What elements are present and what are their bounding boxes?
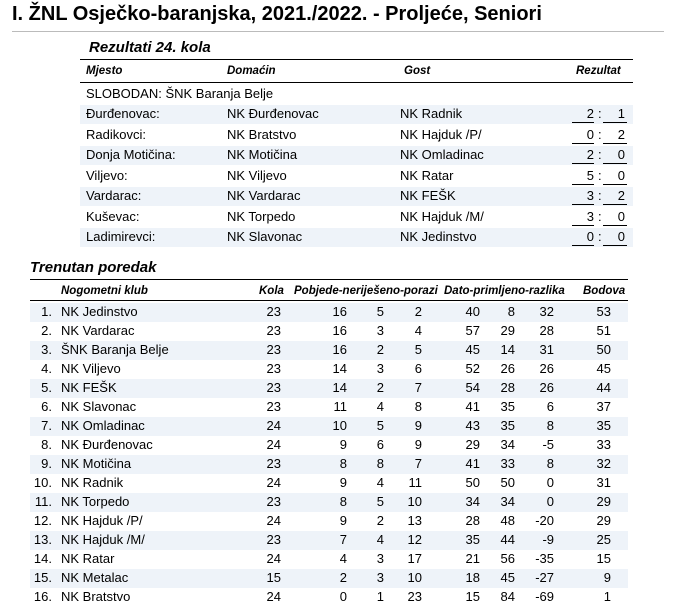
standing-points: 15 (596, 551, 611, 566)
standing-points: 45 (596, 361, 611, 376)
standing-draws: 5 (376, 304, 384, 319)
result-away-goals-underline (603, 122, 627, 123)
result-home-goals-underline (572, 163, 594, 164)
standing-losses: 13 (407, 513, 422, 528)
standing-goals-for: 43 (465, 418, 480, 433)
standing-club: NK Hajduk /M/ (61, 532, 145, 547)
standing-wins: 4 (339, 551, 347, 566)
standing-goal-diff: 26 (539, 380, 554, 395)
standing-draws: 3 (376, 551, 384, 566)
standing-club: NK Jedinstvo (61, 304, 138, 319)
result-home-team: NK Slavonac (227, 229, 303, 244)
standing-goals-against: 14 (500, 342, 515, 357)
standing-losses: 7 (414, 456, 422, 471)
standing-draws: 3 (376, 361, 384, 376)
results-col-place: Mjesto (86, 65, 123, 77)
result-away-team: NK Hajduk /P/ (400, 127, 482, 142)
standing-club: NK Torpedo (61, 494, 130, 509)
result-place: Viljevo: (86, 168, 128, 183)
standing-goals-for: 29 (465, 437, 480, 452)
result-place: Đurđenovac: (86, 106, 160, 121)
standing-points: 50 (596, 342, 611, 357)
standing-points: 53 (596, 304, 611, 319)
standing-goal-diff: -20 (535, 513, 554, 528)
standing-played: 24 (266, 418, 281, 433)
standing-draws: 2 (376, 342, 384, 357)
results-top-rule (80, 59, 633, 60)
standing-position: 9. (41, 456, 52, 471)
result-away-goals-underline (603, 143, 627, 144)
standing-points: 32 (596, 456, 611, 471)
standing-played: 24 (266, 513, 281, 528)
standing-draws: 3 (376, 323, 384, 338)
standing-goals-against: 26 (500, 361, 515, 376)
standing-goals-for: 41 (465, 399, 480, 414)
result-row-band (80, 228, 633, 247)
standing-draws: 4 (376, 532, 384, 547)
standing-position: 4. (41, 361, 52, 376)
standing-played: 23 (266, 456, 281, 471)
standing-points: 51 (596, 323, 611, 338)
result-away-goals: 0 (617, 229, 625, 244)
standing-points: 31 (596, 475, 611, 490)
standing-draws: 6 (376, 437, 384, 452)
standing-goal-diff: 8 (546, 418, 554, 433)
standing-club: NK Viljevo (61, 361, 121, 376)
standing-goals-for: 21 (465, 551, 480, 566)
standing-wins: 9 (339, 513, 347, 528)
result-home-goals-underline (572, 184, 594, 185)
result-away-team: NK Omladinac (400, 147, 484, 162)
standing-points: 37 (596, 399, 611, 414)
standing-draws: 1 (376, 589, 384, 604)
standings-header-rule (30, 300, 628, 301)
standing-goals-against: 35 (500, 418, 515, 433)
standing-position: 16. (33, 589, 52, 604)
standing-losses: 10 (407, 570, 422, 585)
result-home-team: NK Bratstvo (227, 127, 297, 142)
standing-club: NK Slavonac (61, 399, 137, 414)
result-away-team: NK Ratar (400, 168, 454, 183)
standing-wins: 0 (339, 589, 347, 604)
result-home-goals: 2 (586, 147, 594, 162)
result-away-goals: 2 (617, 127, 625, 142)
result-away-team: NK Jedinstvo (400, 229, 477, 244)
standing-losses: 4 (414, 323, 422, 338)
page-title: I. ŽNL Osječko-baranjska, 2021./2022. - Proljeće, Seniori (12, 3, 542, 25)
standing-losses: 2 (414, 304, 422, 319)
standing-points: 1 (603, 589, 611, 604)
standing-losses: 17 (407, 551, 422, 566)
result-away-goals: 2 (617, 188, 625, 203)
standing-losses: 9 (414, 418, 422, 433)
standing-goals-for: 45 (465, 342, 480, 357)
standing-goals-against: 33 (500, 456, 515, 471)
result-place: Radikovci: (86, 127, 146, 142)
standing-wins: 14 (332, 380, 347, 395)
standings-heading: Trenutan poredak (30, 259, 157, 276)
result-away-goals-underline (603, 225, 627, 226)
title-divider (12, 31, 664, 32)
standing-played: 23 (266, 494, 281, 509)
standing-position: 10. (33, 475, 52, 490)
result-score-separator: : (598, 106, 602, 121)
standing-draws: 5 (376, 494, 384, 509)
standing-draws: 2 (376, 513, 384, 528)
result-score-separator: : (598, 168, 602, 183)
standings-col-points: Bodova (583, 285, 626, 297)
standing-goal-diff: -9 (542, 532, 554, 547)
standing-draws: 5 (376, 418, 384, 433)
result-place: Kuševac: (86, 209, 140, 224)
result-away-goals: 0 (617, 209, 625, 224)
results-col-home: Domaćin (227, 65, 276, 77)
result-place: Donja Motičina: (86, 147, 176, 162)
standing-goals-against: 56 (500, 551, 515, 566)
result-away-goals-underline (603, 184, 627, 185)
standing-position: 7. (41, 418, 52, 433)
results-heading: Rezultati 24. kola (89, 39, 211, 56)
standing-played: 23 (266, 532, 281, 547)
standing-points: 35 (596, 418, 611, 433)
free-team-note: SLOBODAN: ŠNK Baranja Belje (86, 86, 274, 101)
standing-goals-for: 15 (465, 589, 480, 604)
standing-played: 23 (266, 323, 281, 338)
standing-losses: 23 (407, 589, 422, 604)
result-home-team: NK Torpedo (227, 209, 296, 224)
standing-wins: 11 (333, 399, 347, 414)
standing-club: NK Ratar (61, 551, 115, 566)
standing-position: 2. (41, 323, 52, 338)
standing-position: 6. (41, 399, 52, 414)
result-home-goals-underline (572, 225, 594, 226)
standing-played: 24 (266, 437, 281, 452)
standing-draws: 2 (376, 380, 384, 395)
standings-top-rule (30, 279, 628, 280)
standing-wins: 8 (339, 456, 347, 471)
standing-played: 23 (266, 304, 281, 319)
standing-goals-against: 34 (500, 494, 515, 509)
standing-goals-against: 84 (500, 589, 515, 604)
result-place: Vardarac: (86, 188, 142, 203)
standing-played: 23 (266, 342, 281, 357)
standings-col-club: Nogometni klub (61, 285, 148, 297)
result-home-goals: 0 (586, 229, 594, 244)
standing-position: 11. (34, 494, 52, 509)
result-home-team: NK Đurđenovac (227, 106, 319, 121)
standing-losses: 10 (407, 494, 422, 509)
standing-losses: 8 (414, 399, 422, 414)
standing-played: 24 (266, 551, 281, 566)
standing-position: 8. (41, 437, 52, 452)
standing-goals-against: 45 (500, 570, 515, 585)
standing-club: NK FEŠK (61, 380, 117, 395)
result-away-team: NK Radnik (400, 106, 463, 121)
standing-losses: 12 (407, 532, 422, 547)
standing-goal-diff: -69 (535, 589, 554, 604)
result-home-goals: 3 (586, 209, 594, 224)
standing-position: 1. (41, 304, 52, 319)
standing-goals-for: 50 (465, 475, 480, 490)
results-col-away: Gost (404, 65, 431, 77)
standing-wins: 16 (332, 342, 347, 357)
standing-losses: 7 (414, 380, 422, 395)
standing-club: NK Omladinac (61, 418, 145, 433)
result-home-goals: 3 (586, 188, 594, 203)
standing-goals-against: 29 (500, 323, 515, 338)
standings-col-wdl: Pobjede-neriješeno-porazi (294, 285, 438, 297)
standing-goals-for: 18 (465, 570, 480, 585)
results-col-score: Rezultat (576, 65, 621, 77)
standing-goal-diff: 6 (546, 399, 554, 414)
standing-club: NK Motičina (61, 456, 132, 471)
standing-goals-for: 35 (465, 532, 480, 547)
standing-goals-for: 40 (465, 304, 480, 319)
standing-losses: 11 (408, 475, 422, 490)
standing-wins: 16 (332, 304, 347, 319)
standing-points: 29 (596, 513, 611, 528)
standing-club: NK Đurđenovac (61, 437, 153, 452)
standing-draws: 4 (376, 399, 384, 414)
result-away-goals-underline (603, 245, 627, 246)
standing-goals-for: 57 (465, 323, 480, 338)
standing-losses: 9 (414, 437, 422, 452)
result-away-team: NK Hajduk /M/ (400, 209, 484, 224)
standing-goals-against: 28 (500, 380, 515, 395)
result-score-separator: : (598, 127, 602, 142)
result-home-goals: 2 (586, 106, 594, 121)
standings-col-played: Kola (259, 285, 284, 297)
standing-goal-diff: 8 (546, 456, 554, 471)
standing-losses: 6 (414, 361, 422, 376)
standing-points: 25 (596, 532, 611, 547)
result-away-goals: 0 (617, 168, 625, 183)
standing-points: 29 (596, 494, 611, 509)
standing-goal-diff: 28 (539, 323, 554, 338)
standing-club: NK Vardarac (61, 323, 135, 338)
standing-wins: 8 (339, 494, 347, 509)
standing-goal-diff: -35 (535, 551, 554, 566)
standing-points: 9 (603, 570, 611, 585)
result-score-separator: : (598, 229, 602, 244)
standing-played: 24 (266, 589, 281, 604)
standing-position: 13. (33, 532, 52, 547)
standing-points: 44 (596, 380, 611, 395)
standing-goals-against: 35 (500, 399, 515, 414)
standing-goal-diff: -5 (542, 437, 554, 452)
standing-wins: 14 (332, 361, 347, 376)
result-away-goals-underline (603, 163, 627, 164)
standing-goal-diff: 0 (546, 475, 554, 490)
result-home-goals: 5 (586, 168, 594, 183)
standing-goals-against: 44 (500, 532, 515, 547)
result-home-team: NK Vardarac (227, 188, 301, 203)
standings-col-goals: Dato-primljeno-razlika (444, 285, 565, 297)
standing-goals-for: 54 (465, 380, 480, 395)
standing-goals-against: 48 (500, 513, 515, 528)
result-home-goals-underline (572, 204, 594, 205)
standing-position: 5. (41, 380, 52, 395)
result-place: Ladimirevci: (86, 229, 156, 244)
standing-position: 12. (33, 513, 52, 528)
standing-club: NK Metalac (61, 570, 129, 585)
standing-wins: 10 (332, 418, 347, 433)
result-home-goals-underline (572, 245, 594, 246)
standing-goals-for: 52 (465, 361, 480, 376)
standing-played: 23 (266, 361, 281, 376)
standing-club: ŠNK Baranja Belje (61, 342, 169, 357)
standing-goals-for: 41 (465, 456, 480, 471)
standing-draws: 8 (376, 456, 384, 471)
standing-goals-against: 8 (507, 304, 515, 319)
standing-draws: 3 (376, 570, 384, 585)
standing-played: 23 (266, 380, 281, 395)
standing-goals-for: 34 (465, 494, 480, 509)
standing-played: 23 (266, 399, 281, 414)
result-home-goals: 0 (586, 127, 594, 142)
standing-goal-diff: 0 (546, 494, 554, 509)
standing-position: 14. (33, 551, 52, 566)
standing-wins: 2 (339, 570, 347, 585)
standing-goal-diff: 26 (539, 361, 554, 376)
standing-goal-diff: -27 (535, 570, 554, 585)
standing-wins: 9 (339, 437, 347, 452)
standing-goal-diff: 31 (539, 342, 554, 357)
result-home-team: NK Motičina (227, 147, 298, 162)
standing-position: 15. (33, 570, 52, 585)
standing-played: 15 (266, 570, 281, 585)
standing-club: NK Bratstvo (61, 589, 131, 604)
result-home-goals-underline (572, 122, 594, 123)
result-away-goals: 1 (617, 106, 625, 121)
standing-played: 24 (266, 475, 281, 490)
standing-goals-against: 50 (500, 475, 515, 490)
result-away-goals: 0 (617, 147, 625, 162)
standing-points: 33 (596, 437, 611, 452)
results-header-rule (80, 82, 633, 83)
result-row-band (80, 105, 633, 124)
standing-losses: 5 (414, 342, 422, 357)
result-score-separator: : (598, 209, 602, 224)
standing-wins: 9 (339, 475, 347, 490)
standing-wins: 16 (332, 323, 347, 338)
standing-draws: 4 (376, 475, 384, 490)
standing-goal-diff: 32 (539, 304, 554, 319)
standing-club: NK Radnik (61, 475, 124, 490)
result-score-separator: : (598, 188, 602, 203)
result-score-separator: : (598, 147, 602, 162)
result-away-goals-underline (603, 204, 627, 205)
standing-club: NK Hajduk /P/ (61, 513, 143, 528)
result-away-team: NK FEŠK (400, 188, 456, 203)
result-home-team: NK Viljevo (227, 168, 287, 183)
standing-wins: 7 (339, 532, 347, 547)
result-row-band (80, 187, 633, 206)
standing-goals-for: 28 (465, 513, 480, 528)
result-home-goals-underline (572, 143, 594, 144)
standing-goals-against: 34 (500, 437, 515, 452)
standing-position: 3. (41, 342, 52, 357)
